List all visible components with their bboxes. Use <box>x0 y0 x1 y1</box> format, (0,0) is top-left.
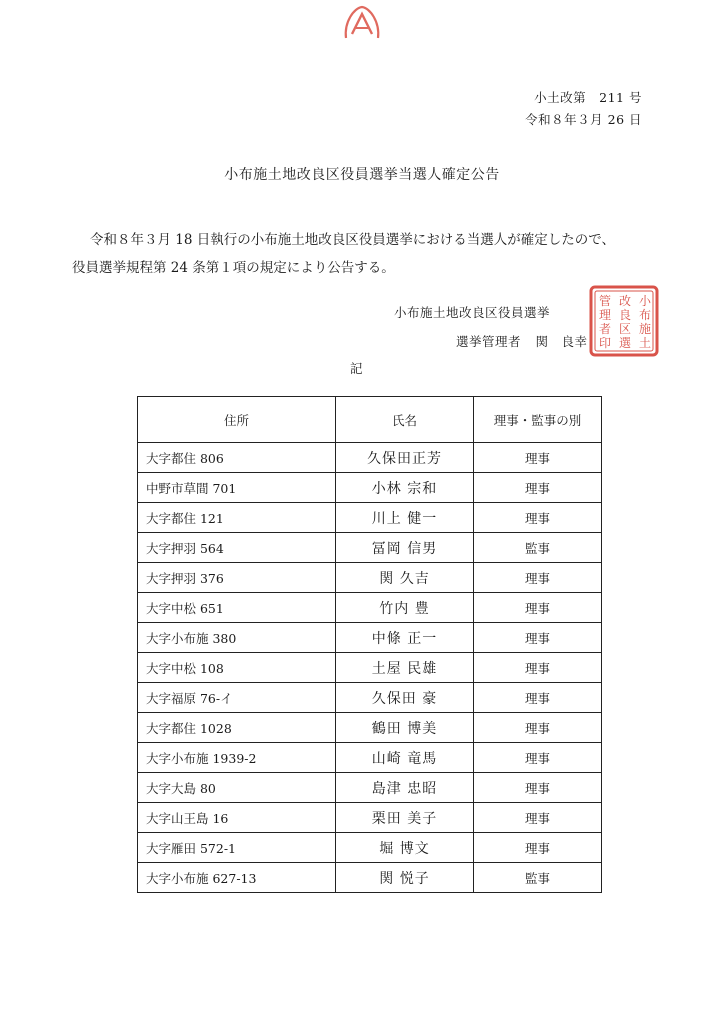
table-row <box>138 803 602 833</box>
svg-text:良: 良 <box>618 308 632 322</box>
address-cell: 大字都住 121 <box>138 503 336 533</box>
role-cell: 理事 <box>474 743 602 773</box>
header-name: 氏名 <box>336 397 474 443</box>
table-row <box>138 863 602 893</box>
address-cell: 大字福原 76-イ <box>138 683 336 713</box>
table-row <box>138 533 602 563</box>
name-cell: 竹内 豊 <box>336 593 474 623</box>
role-cell: 理事 <box>474 593 602 623</box>
header-address: 住所 <box>138 397 336 443</box>
elected-officers-table <box>137 396 602 893</box>
address-cell: 大字小布施 627-13 <box>138 863 336 893</box>
address-cell: 大字山王島 16 <box>138 803 336 833</box>
role-cell: 理事 <box>474 563 602 593</box>
address-cell: 中野市草間 701 <box>138 473 336 503</box>
manager-name: 関 良幸 <box>535 334 588 349</box>
svg-text:印: 印 <box>598 336 612 350</box>
name-cell: 川上 健一 <box>336 503 474 533</box>
table-row <box>138 473 602 503</box>
svg-text:施: 施 <box>638 322 652 336</box>
address-cell: 大字中松 108 <box>138 653 336 683</box>
table-row <box>138 653 602 683</box>
svg-text:理: 理 <box>598 308 612 322</box>
issuer-organization: 小布施土地改良区役員選挙 <box>394 305 551 320</box>
table-row <box>138 623 602 653</box>
address-cell: 大字小布施 380 <box>138 623 336 653</box>
official-seal <box>589 285 659 357</box>
role-cell: 理事 <box>474 653 602 683</box>
role-cell: 理事 <box>474 773 602 803</box>
svg-text:区: 区 <box>618 322 632 336</box>
table-row <box>138 833 602 863</box>
role-cell: 監事 <box>474 533 602 563</box>
role-cell: 理事 <box>474 623 602 653</box>
name-cell: 関 久吉 <box>336 563 474 593</box>
role-cell: 理事 <box>474 443 602 473</box>
address-cell: 大字都住 1028 <box>138 713 336 743</box>
announcement-body <box>72 226 672 282</box>
election-manager <box>456 332 588 350</box>
body-line-2: 役員選挙規程第 24 条第１項の規定により公告する。 <box>72 260 395 276</box>
svg-text:管: 管 <box>598 294 612 308</box>
table-row <box>138 713 602 743</box>
svg-text:選: 選 <box>618 336 632 350</box>
name-cell: 栗田 美子 <box>336 803 474 833</box>
table-header-row <box>138 397 602 443</box>
name-cell: 小林 宗和 <box>336 473 474 503</box>
ki-marker: 記 <box>350 361 363 376</box>
svg-text:改: 改 <box>618 294 632 308</box>
address-cell: 大字雁田 572-1 <box>138 833 336 863</box>
address-cell: 大字小布施 1939-2 <box>138 743 336 773</box>
name-cell: 久保田 豪 <box>336 683 474 713</box>
table-row <box>138 503 602 533</box>
role-cell: 理事 <box>474 803 602 833</box>
svg-text:小: 小 <box>638 294 652 308</box>
receipt-stamp-mark <box>340 4 384 44</box>
role-cell: 理事 <box>474 473 602 503</box>
address-cell: 大字都住 806 <box>138 443 336 473</box>
table-body <box>138 443 602 893</box>
name-cell: 関 悦子 <box>336 863 474 893</box>
address-cell: 大字押羽 564 <box>138 533 336 563</box>
name-cell: 堀 博文 <box>336 833 474 863</box>
name-cell: 冨岡 信男 <box>336 533 474 563</box>
role-cell: 理事 <box>474 683 602 713</box>
address-cell: 大字押羽 376 <box>138 563 336 593</box>
role-cell: 理事 <box>474 833 602 863</box>
name-cell: 鶴田 博美 <box>336 713 474 743</box>
name-cell: 島津 忠昭 <box>336 773 474 803</box>
role-cell: 理事 <box>474 713 602 743</box>
page-title: 小布施土地改良区役員選挙当選人確定公告 <box>224 167 500 183</box>
table-row <box>138 563 602 593</box>
table-row <box>138 683 602 713</box>
body-line-1: 令和８年３月 18 日執行の小布施土地改良区役員選挙における当選人が確定したので、 <box>90 232 615 248</box>
address-cell: 大字中松 651 <box>138 593 336 623</box>
table-row <box>138 743 602 773</box>
document-date: 令和８年３月 26 日 <box>525 112 642 127</box>
role-cell: 監事 <box>474 863 602 893</box>
header-role: 理事・監事の別 <box>474 397 602 443</box>
svg-text:土: 土 <box>638 336 652 350</box>
name-cell: 土屋 民雄 <box>336 653 474 683</box>
table-row <box>138 443 602 473</box>
address-cell: 大字大島 80 <box>138 773 336 803</box>
svg-text:布: 布 <box>638 308 652 322</box>
table-row <box>138 593 602 623</box>
name-cell: 中條 正一 <box>336 623 474 653</box>
name-cell: 山崎 竜馬 <box>336 743 474 773</box>
role-cell: 理事 <box>474 503 602 533</box>
name-cell: 久保田正芳 <box>336 443 474 473</box>
manager-role: 選挙管理者 <box>456 334 522 349</box>
svg-text:者: 者 <box>598 322 612 336</box>
document-number: 小土改第 211 号 <box>534 90 642 105</box>
table-row <box>138 773 602 803</box>
